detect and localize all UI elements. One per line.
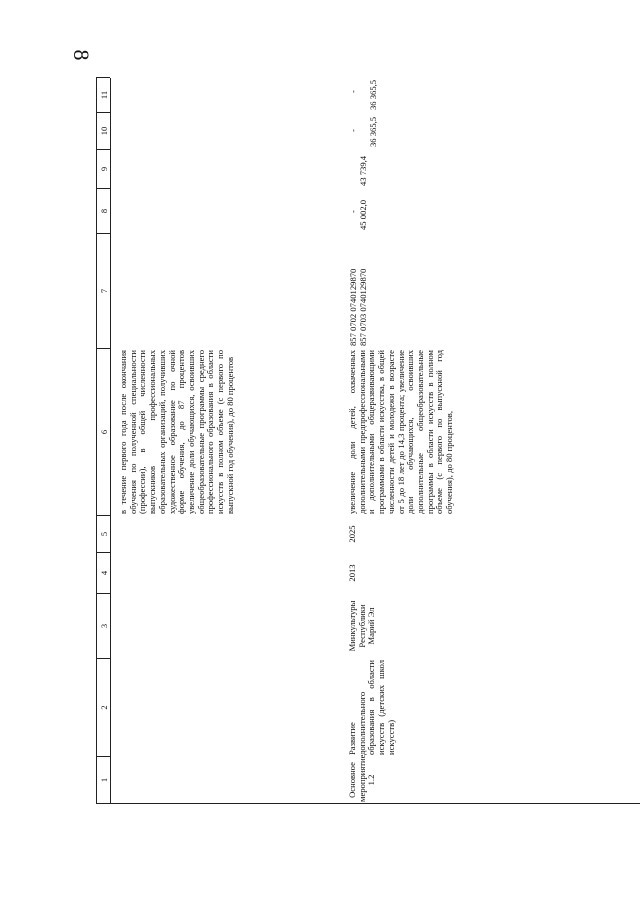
row2-col8-value-2: 45 002,0 xyxy=(358,199,368,230)
header-divider xyxy=(96,593,110,594)
row2-budget-code-1: 857 0702 0740129870 xyxy=(348,268,358,346)
page-number: 8 xyxy=(69,49,94,61)
row2-col10-value-2: 36 365,5 xyxy=(368,116,378,147)
header-col-6: 6 xyxy=(99,429,109,435)
header-divider xyxy=(96,112,110,113)
header-divider xyxy=(96,552,110,553)
row2-col2-activity-name: Развитие дополнительного образования в области искусств (детских школ искусств) xyxy=(347,660,396,755)
header-divider xyxy=(96,515,110,516)
row2-col3-executor: Минкультуры Республики Марий Эл xyxy=(347,600,377,652)
header-bottom-rule xyxy=(110,78,111,804)
row2-col5-end-year: 2025 xyxy=(347,525,357,543)
row2-col1-activity-id: Основное мероприятие 1.2 xyxy=(347,754,377,802)
header-divider xyxy=(96,658,110,659)
header-col-1: 1 xyxy=(99,777,109,783)
row2-col9-value: 43 739,4 xyxy=(358,155,368,186)
header-col-5: 5 xyxy=(99,531,109,537)
header-divider xyxy=(96,348,110,349)
header-divider xyxy=(96,233,110,234)
header-divider xyxy=(96,756,110,757)
row2-col8-value-1: - xyxy=(348,210,358,213)
header-col-3: 3 xyxy=(99,623,109,629)
header-col-2: 2 xyxy=(99,705,109,710)
row2-col11-value-2: 36 365,5 xyxy=(368,79,378,110)
row2-col6-target-indicators: увеличение доли детей, охваченных дополнительными предпрофессиональными и дополнительными общеразвивающими программами в области искусства, в общей численности детей и молодежи в возрасте от 5 до 18 лет до 14,3 процента; увеличение доли обучающихся, освоивших дополнительные общеобразовательные программы в области искусств в полном объеме (с первого по выпускной год обучения), до 80 процентов, xyxy=(347,350,455,514)
header-col-9: 9 xyxy=(99,166,109,172)
row1-target-indicators: в течение первого года после окончания обучения по полученной специальности (профессии), в общей численности выпускников профессиональных образовательных организаций, получивших художественное образование по очной форме обучения, до 87 процентов увеличение доли обучающихся, освоивших общеобразовательные программы среднего профессионального образования в области искусств в полном объеме (с первого по выпускной год обучения), до 80 процентов xyxy=(118,350,235,514)
header-col-10: 10 xyxy=(99,126,109,136)
header-col-7: 7 xyxy=(99,288,109,294)
header-col-8: 8 xyxy=(99,208,109,214)
row2-budget-code-2: 857 0703 0740129870 xyxy=(358,268,368,346)
header-divider xyxy=(96,149,110,150)
row2-col4-start-year: 2013 xyxy=(347,564,357,582)
table-top-rule xyxy=(96,78,97,804)
table-left-edge xyxy=(96,803,640,804)
row2-col11-value-1: - xyxy=(348,90,358,93)
header-divider xyxy=(96,188,110,189)
header-col-11: 11 xyxy=(99,90,109,100)
header-col-4: 4 xyxy=(99,570,109,576)
row2-col10-value-1: - xyxy=(348,129,358,132)
